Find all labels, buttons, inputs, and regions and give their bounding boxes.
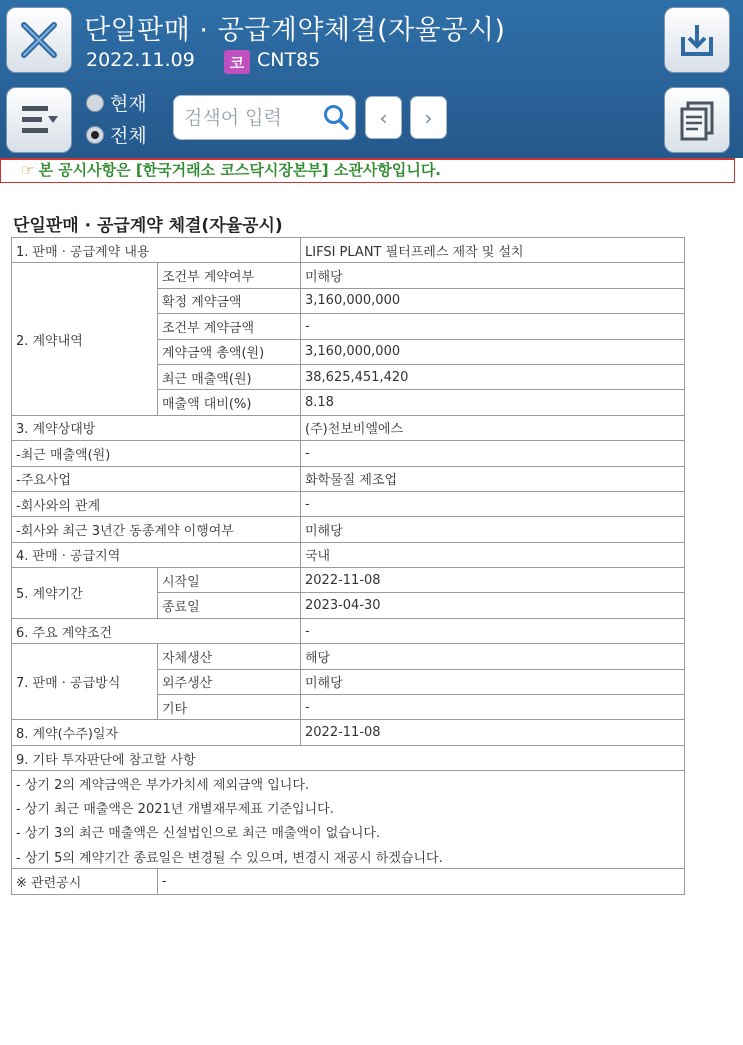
documents-icon	[675, 98, 719, 142]
row-value: 화학물질 제조업	[301, 466, 685, 491]
row-value: 해당	[301, 644, 685, 669]
table-row	[12, 745, 685, 770]
row-value: 3,160,000,000	[301, 339, 685, 364]
row-value: 국내	[301, 542, 685, 567]
radio-current[interactable]	[86, 89, 147, 116]
table-row	[12, 820, 685, 845]
sub-label: 자체생산	[158, 644, 301, 669]
disclosure-table	[11, 237, 685, 895]
radio-all-label: 전체	[110, 125, 147, 147]
top-toolbar	[0, 0, 743, 158]
table-row	[12, 238, 685, 263]
documents-button[interactable]	[664, 87, 730, 153]
close-icon	[16, 17, 62, 63]
table-row	[12, 618, 685, 643]
note-line: - 상기 최근 매출액은 2021년 개별재무제표 기준입니다.	[12, 795, 685, 820]
document-title: 단일판매 · 공급계약 체결(자율공시)	[13, 216, 283, 236]
menu-button[interactable]	[6, 87, 72, 153]
prev-button[interactable]: ‹	[365, 96, 402, 139]
sub-label: 매출액 대비(%)	[158, 390, 301, 415]
row-label: 7. 판매 · 공급방식	[12, 644, 158, 720]
row-label: -주요사업	[12, 466, 301, 491]
sub-label: 조건부 계약금액	[158, 314, 301, 339]
radio-current-indicator	[86, 94, 104, 112]
radio-all-indicator	[86, 126, 104, 144]
row-value: -	[158, 869, 685, 894]
row-value: 미해당	[301, 263, 685, 288]
table-row	[12, 644, 685, 669]
row-value: LIFSI PLANT 필터프레스 제작 및 설치	[301, 238, 685, 263]
row-value: 미해당	[301, 669, 685, 694]
note-line: - 상기 3의 최근 매출액은 신설법인으로 최근 매출액이 없습니다.	[12, 820, 685, 845]
row-value: -	[301, 695, 685, 720]
note-line: - 상기 2의 계약금액은 부가가치세 제외금액 입니다.	[12, 771, 685, 796]
table-row	[12, 844, 685, 869]
row-label: 5. 계약기간	[12, 568, 158, 619]
row-value: 2022-11-08	[301, 720, 685, 745]
row-value: -	[301, 441, 685, 466]
sub-label: 종료일	[158, 593, 301, 618]
row-label: 9. 기타 투자판단에 참고할 사항	[12, 745, 685, 770]
table-row	[12, 542, 685, 567]
pointing-hand-icon: ☞	[21, 161, 35, 179]
search-box	[173, 95, 356, 140]
table-row	[12, 415, 685, 440]
company-name: CNT85	[257, 49, 321, 71]
search-input[interactable]	[184, 104, 324, 132]
row-label: 8. 계약(수주)일자	[12, 720, 301, 745]
notice-text: 본 공시사항은 [한국거래소 코스닥시장본부] 소관사항입니다.	[38, 161, 442, 179]
table-row	[12, 568, 685, 593]
radio-current-label: 현재	[110, 93, 147, 115]
sub-label: 최근 매출액(원)	[158, 364, 301, 389]
table-row	[12, 869, 685, 894]
table-row	[12, 720, 685, 745]
row-value: -	[301, 491, 685, 516]
row-label: 1. 판매 · 공급계약 내용	[12, 238, 301, 263]
sub-label: 확정 계약금액	[158, 288, 301, 313]
row-label: 4. 판매 · 공급지역	[12, 542, 301, 567]
row-value: -	[301, 618, 685, 643]
sub-label: 외주생산	[158, 669, 301, 694]
row-label: -회사와 최근 3년간 동종계약 이행여부	[12, 517, 301, 542]
sub-label: 계약금액 총액(원)	[158, 339, 301, 364]
search-icon[interactable]	[322, 103, 350, 131]
note-line: - 상기 5의 계약기간 종료일은 변경될 수 있으며, 변경시 재공시 하겠습니다.	[12, 844, 685, 869]
radio-all[interactable]	[86, 121, 147, 148]
table-row	[12, 795, 685, 820]
notice-banner	[0, 158, 735, 183]
menu-icon	[16, 100, 62, 140]
table-row	[12, 466, 685, 491]
row-label: -최근 매출액(원)	[12, 441, 301, 466]
row-label: 2. 계약내역	[12, 263, 158, 415]
next-button[interactable]: ›	[410, 96, 447, 139]
row-value: -	[301, 314, 685, 339]
close-button[interactable]	[6, 7, 72, 73]
table-row	[12, 263, 685, 288]
table-row	[12, 491, 685, 516]
row-label: -회사와의 관계	[12, 491, 301, 516]
row-label: ※ 관련공시	[12, 869, 158, 894]
download-button[interactable]	[664, 7, 730, 73]
market-badge: 코	[224, 50, 250, 74]
sub-label: 시작일	[158, 568, 301, 593]
page-title: 단일판매 · 공급계약체결(자율공시)	[84, 15, 506, 46]
row-label: 3. 계약상대방	[12, 415, 301, 440]
row-value: 2022-11-08	[301, 568, 685, 593]
table-row	[12, 441, 685, 466]
row-label: 6. 주요 계약조건	[12, 618, 301, 643]
table-row	[12, 517, 685, 542]
download-icon	[676, 19, 718, 61]
row-value: 2023-04-30	[301, 593, 685, 618]
row-value: 3,160,000,000	[301, 288, 685, 313]
sub-label: 기타	[158, 695, 301, 720]
row-value: 8.18	[301, 390, 685, 415]
disclosure-date: 2022.11.09	[86, 49, 195, 71]
row-value: 38,625,451,420	[301, 364, 685, 389]
sub-label: 조건부 계약여부	[158, 263, 301, 288]
row-value: (주)천보비엘에스	[301, 415, 685, 440]
row-value: 미해당	[301, 517, 685, 542]
table-row	[12, 771, 685, 796]
